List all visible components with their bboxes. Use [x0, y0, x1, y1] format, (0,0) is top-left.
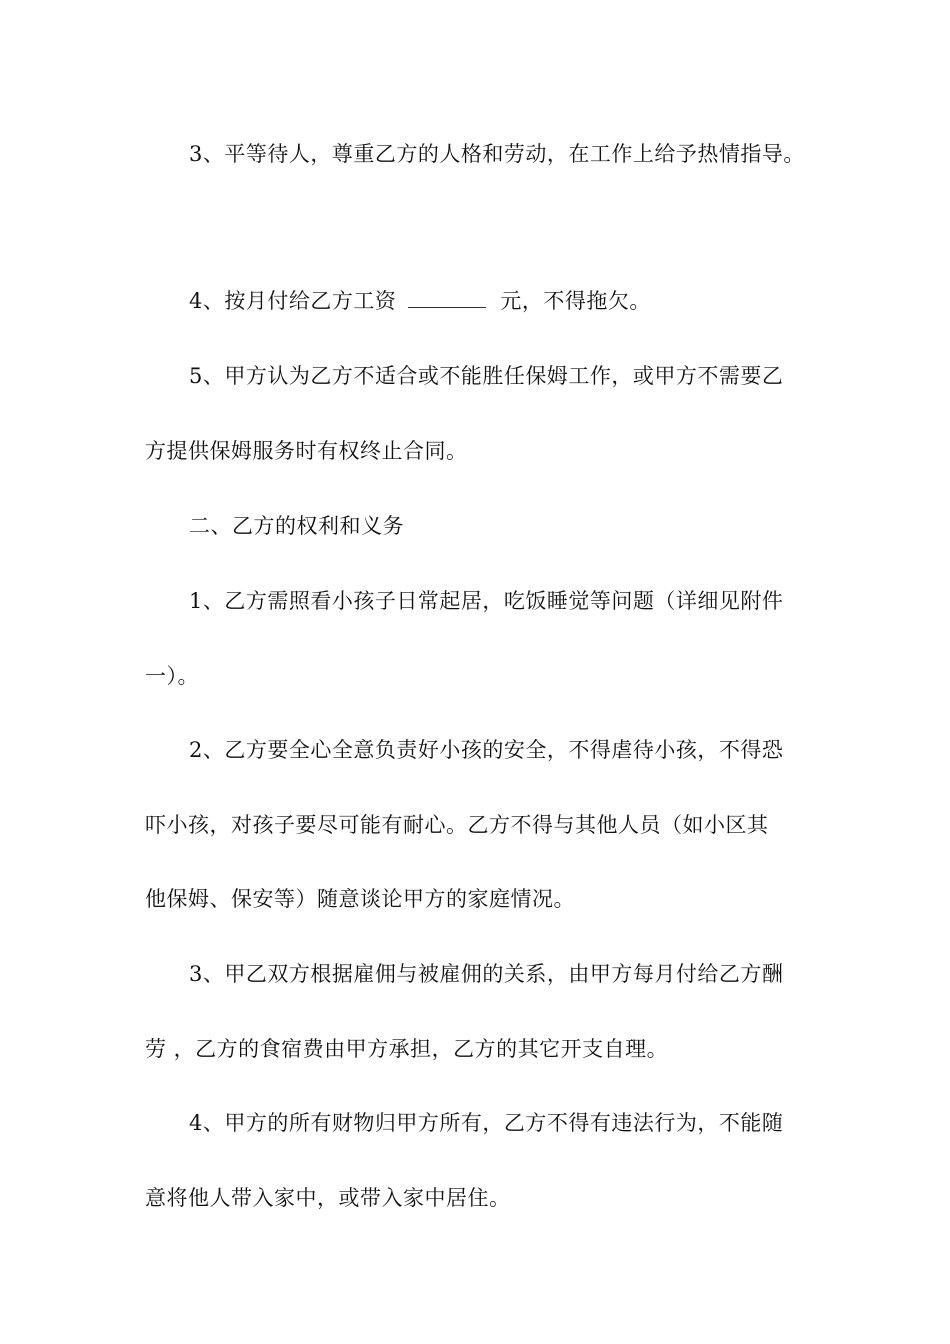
clause-b1-text-2: 一）。	[145, 664, 199, 688]
clause-a3-text: 3、平等待人，尊重乙方的人格和劳动，在工作上给予热情指导。	[189, 142, 805, 166]
clause-b4-text-1: 4、甲方的所有财物归甲方所有，乙方不得有违法行为，不能随	[189, 1111, 784, 1135]
clause-b1-text-1: 1、乙方需照看小孩子日常起居，吃饭睡觉等问题（详细见附件	[189, 589, 784, 613]
clause-b3-line-1	[189, 959, 869, 989]
clause-a5-line-2	[145, 436, 825, 466]
clause-b2-text-3: 他保姆、保安等）随意谈论甲方的家庭情况。	[145, 887, 575, 911]
clause-b1-line-2	[145, 661, 825, 691]
clause-b3-text-1: 3、甲乙双方根据雇佣与被雇佣的关系，由甲方每月付给乙方酬	[189, 962, 784, 986]
section-heading-2	[189, 511, 869, 541]
clause-a4-text-after-blank: 元，不得拖欠。	[500, 289, 651, 313]
clause-a5-line-1	[189, 361, 869, 391]
clause-b2-text-2: 吓小孩，对孩子要尽可能有耐心。乙方不得与其他人员（如小区其	[145, 813, 769, 837]
salary-amount-blank	[408, 289, 486, 308]
clause-a5-text-1: 5、甲方认为乙方不适合或不能胜任保姆工作，或甲方不需要乙	[189, 364, 784, 388]
clause-b2-line-3	[145, 884, 825, 914]
clause-b3-line-2	[145, 1034, 825, 1064]
clause-b4-text-2: 意将他人带入家中，或带入家中居住。	[145, 1186, 511, 1210]
clause-a3-line	[189, 139, 869, 169]
clause-b2-line-1	[189, 735, 869, 765]
clause-b4-line-2	[145, 1183, 825, 1213]
clause-b4-line-1	[189, 1108, 869, 1138]
clause-b1-line-1	[189, 586, 869, 616]
clause-a4-line	[189, 286, 869, 316]
clause-b2-text-1: 2、乙方要全心全意负责好小孩的安全，不得虐待小孩，不得恐	[189, 738, 784, 762]
clause-b2-line-2	[145, 810, 825, 840]
clause-b3-text-2: 劳 ，乙方的食宿费由甲方承担，乙方的其它开支自理。	[145, 1037, 669, 1061]
clause-a4-text-before-blank: 4、按月付给乙方工资	[189, 289, 397, 313]
clause-a5-text-2: 方提供保姆服务时有权终止合同。	[145, 439, 468, 463]
section-heading-2-text: 二、乙方的权利和义务	[189, 514, 404, 538]
